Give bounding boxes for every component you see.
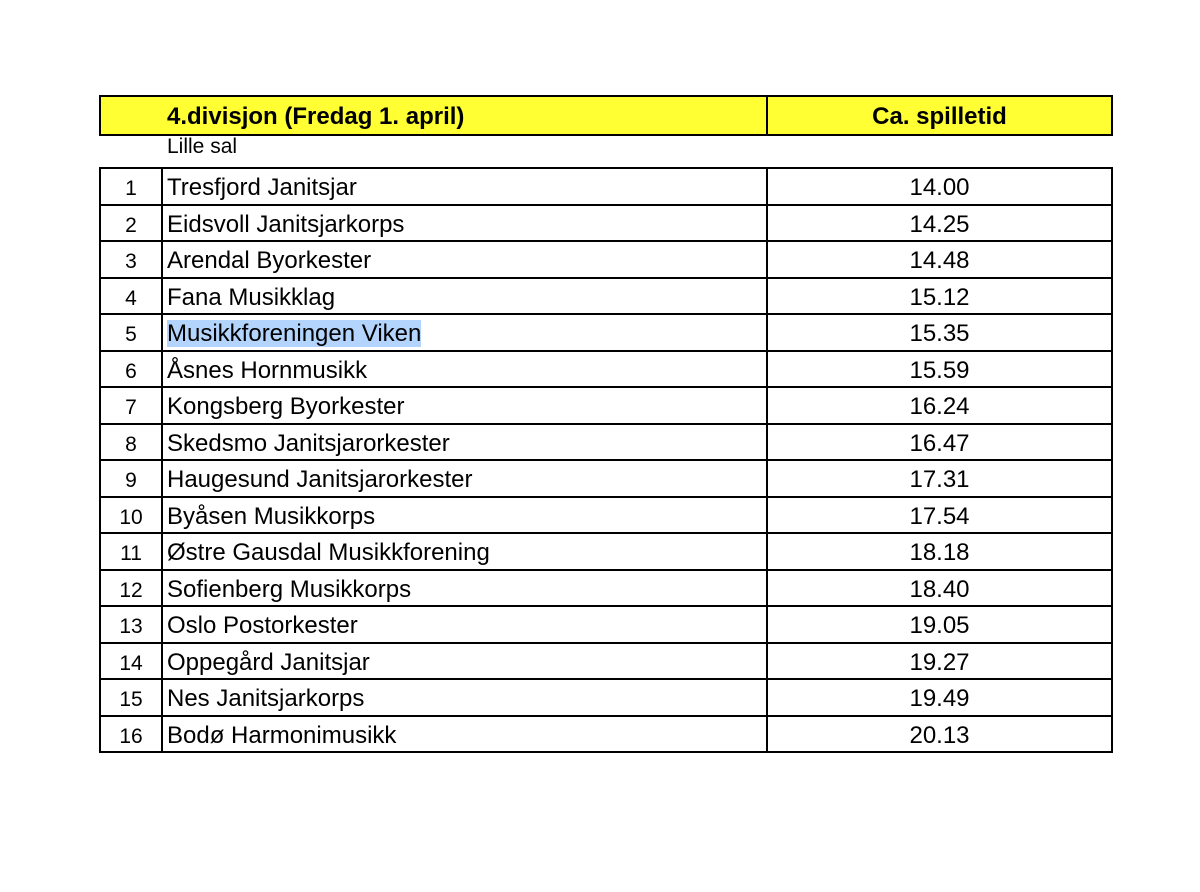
row-number: 16	[101, 717, 163, 752]
table-row	[101, 206, 1111, 243]
band-name[interactable]: Bodø Harmonimusikk	[163, 717, 768, 752]
schedule-sheet	[99, 95, 1113, 753]
band-name[interactable]: Haugesund Janitsjarorkester	[163, 461, 768, 496]
play-time: 19.05	[909, 612, 970, 639]
table-row	[101, 388, 1111, 425]
row-number: 8	[101, 425, 163, 460]
table-row	[101, 315, 1111, 352]
row-number: 1	[101, 169, 163, 204]
play-time: 16.47	[909, 429, 970, 457]
row-number: 14	[101, 644, 163, 679]
table-row	[101, 461, 1111, 498]
header-num-cell	[101, 97, 163, 134]
band-name[interactable]: Eidsvoll Janitsjarkorps	[163, 206, 768, 241]
play-time: 16.24	[909, 393, 970, 420]
play-time: 19.27	[909, 648, 970, 676]
table-row	[101, 717, 1111, 754]
table-row	[101, 571, 1111, 608]
table-row	[101, 279, 1111, 316]
play-time: 18.18	[909, 539, 970, 566]
venue-row	[99, 136, 1113, 167]
table-row	[101, 534, 1111, 571]
row-number: 4	[101, 279, 163, 314]
band-name[interactable]: Arendal Byorkester	[163, 242, 768, 277]
row-number: 11	[101, 534, 163, 569]
play-time: 17.31	[909, 466, 970, 493]
row-number: 15	[101, 680, 163, 715]
row-number: 6	[101, 352, 163, 387]
row-number: 7	[101, 388, 163, 423]
table-row	[101, 352, 1111, 389]
row-number: 12	[101, 571, 163, 606]
band-name[interactable]: Fana Musikklag	[163, 279, 768, 314]
table-row	[101, 242, 1111, 279]
band-name[interactable]: Åsnes Hornmusikk	[163, 352, 768, 387]
band-name[interactable]: Oppegård Janitsjar	[163, 644, 768, 679]
row-number: 2	[101, 206, 163, 241]
band-name[interactable]: Østre Gausdal Musikkforening	[163, 534, 768, 569]
row-number: 3	[101, 242, 163, 277]
table-row	[101, 169, 1111, 206]
play-time: 15.59	[909, 356, 970, 384]
row-number: 13	[101, 607, 163, 642]
band-name[interactable]: Byåsen Musikkorps	[163, 498, 768, 533]
band-name-selected[interactable]	[163, 315, 768, 350]
table-row	[101, 498, 1111, 535]
time-column-header: Ca. spilletid	[872, 103, 1007, 130]
play-time: 17.54	[909, 502, 970, 530]
table-row	[101, 644, 1111, 681]
schedule-table	[99, 167, 1113, 753]
band-name[interactable]: Nes Janitsjarkorps	[163, 680, 768, 715]
header-row	[99, 95, 1113, 136]
venue-label: Lille sal	[167, 135, 238, 158]
play-time: 14.00	[909, 174, 970, 201]
play-time: 15.12	[909, 283, 970, 311]
band-name[interactable]: Tresfjord Janitsjar	[163, 169, 768, 204]
play-time: 18.40	[909, 575, 970, 603]
division-title: 4.divisjon (Fredag 1. april)	[163, 97, 768, 134]
play-time: 20.13	[909, 721, 970, 749]
text-selection[interactable]: Musikkforeningen Viken	[167, 320, 422, 347]
play-time: 19.49	[909, 685, 970, 712]
row-number: 9	[101, 461, 163, 496]
row-number: 10	[101, 498, 163, 533]
play-time: 14.25	[909, 210, 970, 238]
play-time: 15.35	[909, 320, 970, 347]
band-name[interactable]: Sofienberg Musikkorps	[163, 571, 768, 606]
row-number: 5	[101, 315, 163, 350]
band-name[interactable]: Skedsmo Janitsjarorkester	[163, 425, 768, 460]
table-row	[101, 425, 1111, 462]
table-row	[101, 607, 1111, 644]
band-name[interactable]: Kongsberg Byorkester	[163, 388, 768, 423]
play-time: 14.48	[909, 247, 970, 274]
table-row	[101, 680, 1111, 717]
band-name[interactable]: Oslo Postorkester	[163, 607, 768, 642]
